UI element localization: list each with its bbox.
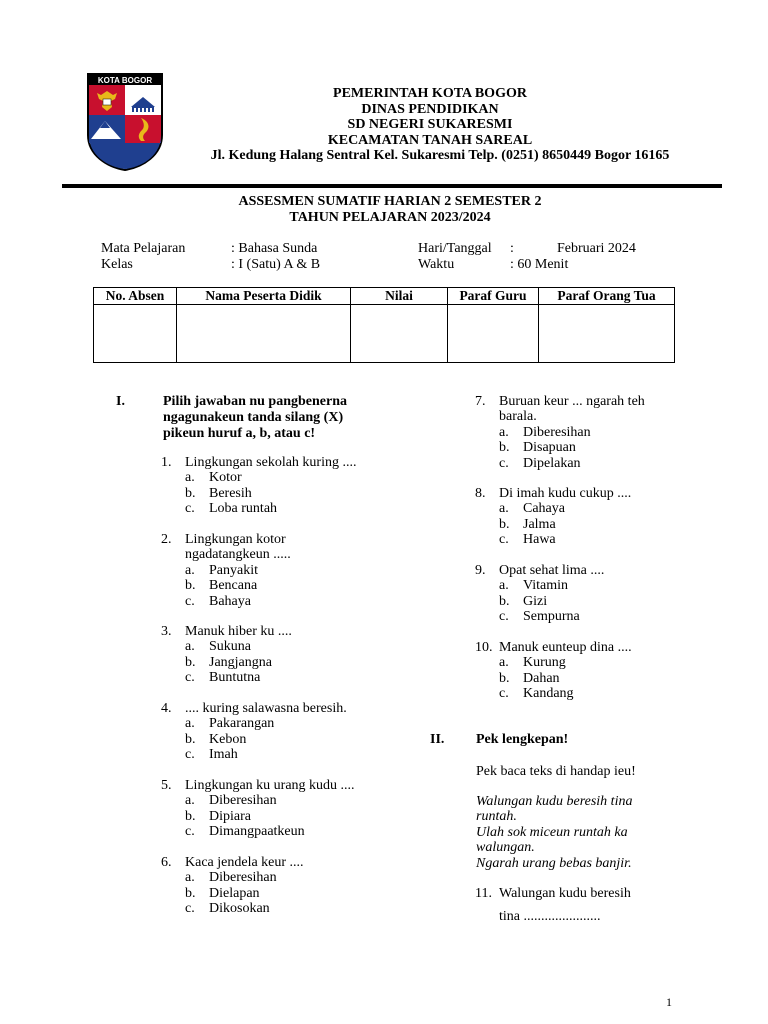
option-b[interactable]: b. Gizi: [499, 593, 548, 609]
cell-nama[interactable]: [177, 305, 351, 363]
header-school: SD NEGERI SUKARESMI: [347, 117, 513, 132]
question-number: 8.: [475, 486, 486, 501]
option-a[interactable]: a. Diberesihan: [185, 793, 277, 809]
question-3: [161, 624, 292, 686]
option-b[interactable]: b. Kebon: [185, 731, 247, 747]
subject-label: Mata Pelajaran: [101, 241, 186, 256]
section2-title: Pek lengkepan!: [476, 732, 569, 747]
date-colon: :: [510, 241, 514, 256]
question-number: 10.: [475, 640, 493, 655]
logo-caption: KOTA BOGOR: [97, 76, 153, 85]
cell-paraf-guru[interactable]: [448, 305, 539, 363]
question-number: 2.: [161, 532, 172, 547]
passage-line: runtah.: [476, 809, 517, 825]
col-nilai: Nilai: [351, 288, 448, 305]
score-table-header: [94, 288, 675, 305]
option-a[interactable]: a. Diberesihan: [499, 424, 591, 440]
date-value: Februari 2024: [557, 241, 636, 256]
option-b[interactable]: b. Beresih: [185, 485, 252, 501]
time-label: Waktu: [418, 257, 455, 272]
question-text: Manuk hiber ku ....: [185, 624, 292, 639]
option-c[interactable]: c. Kandang: [499, 686, 574, 702]
question-number: 6.: [161, 855, 172, 870]
reading-passage: [476, 794, 632, 871]
date-label: Hari/Tanggal: [418, 241, 492, 256]
col-nama: Nama Peserta Didik: [177, 288, 351, 305]
question-2: [161, 532, 291, 609]
section2-number: II.: [430, 732, 445, 747]
question-7: [475, 394, 645, 471]
passage-line: Walungan kudu beresih tina: [476, 794, 633, 809]
option-a[interactable]: a. Cahaya: [499, 501, 565, 517]
question-number: 3.: [161, 624, 172, 639]
cell-paraf-orang-tua[interactable]: [539, 305, 675, 363]
question-text: .... kuring salawasna beresih.: [185, 701, 347, 716]
question-number: 11.: [475, 886, 492, 901]
option-c[interactable]: c. Dimangpaatkeun: [185, 824, 305, 840]
section1-instruction-line: pikeun huruf a, b, atau c!: [163, 426, 316, 441]
header-divider: [62, 184, 722, 188]
question-text: ngadatangkeun .....: [185, 547, 291, 563]
option-a[interactable]: a. Kurung: [499, 655, 566, 671]
question-number: 9.: [475, 563, 486, 578]
question-text: Walungan kudu beresih: [499, 886, 631, 901]
option-c[interactable]: c. Loba runtah: [185, 501, 278, 517]
question-number: 1.: [161, 455, 172, 470]
question-text: Buruan keur ... ngarah teh: [499, 394, 645, 409]
question-6: [161, 855, 304, 917]
class-label: Kelas: [101, 257, 133, 272]
question-text: Lingkungan ku urang kudu ....: [185, 778, 355, 793]
option-a[interactable]: a. Kotor: [185, 470, 242, 486]
question-1: [161, 455, 356, 517]
question-text: Di imah kudu cukup ....: [499, 486, 632, 501]
exam-title: [90, 194, 690, 225]
question-9: [475, 563, 604, 625]
header-government: PEMERINTAH KOTA BOGOR: [333, 86, 527, 101]
option-b[interactable]: b. Jalma: [499, 516, 556, 532]
option-a[interactable]: a. Vitamin: [499, 578, 569, 594]
col-paraf-guru: Paraf Guru: [448, 288, 539, 305]
question-4: [161, 701, 347, 763]
cell-no-absen[interactable]: [94, 305, 177, 363]
section1-instruction-line: Pilih jawaban nu pangbenerna: [163, 394, 347, 409]
option-c[interactable]: c. Dikosokan: [185, 901, 270, 917]
question-text: Lingkungan kotor: [185, 532, 286, 547]
option-a[interactable]: a. Sukuna: [185, 639, 251, 655]
question-number: 4.: [161, 701, 172, 716]
question-text: Manuk eunteup dina ....: [499, 640, 632, 655]
cell-nilai[interactable]: [351, 305, 448, 363]
header-department: DINAS PENDIDIKAN: [361, 101, 499, 117]
option-c[interactable]: c. Bahaya: [185, 593, 251, 609]
question-number: 7.: [475, 394, 486, 409]
option-b[interactable]: b. Dipiara: [185, 808, 251, 824]
option-c[interactable]: c. Dipelakan: [499, 455, 581, 471]
school-letterhead: [170, 86, 690, 164]
score-table-row: [94, 305, 675, 363]
section1-instruction-line: ngagunakeun tanda silang (X): [163, 410, 344, 425]
question-11: [475, 886, 631, 925]
header-district: KECAMATAN TANAH SAREAL: [327, 132, 533, 148]
class-value: : I (Satu) A & B: [231, 257, 321, 272]
question-text: Kaca jendela keur ....: [185, 855, 304, 870]
question-5: [161, 778, 355, 840]
col-no-absen: No. Absen: [94, 288, 177, 305]
fill-in-blank[interactable]: tina ......................: [499, 909, 601, 925]
passage-line: walungan.: [476, 840, 535, 856]
option-a[interactable]: a. Pakarangan: [185, 716, 275, 732]
option-b[interactable]: b. Dahan: [499, 670, 560, 686]
option-b[interactable]: b. Bencana: [185, 578, 258, 594]
section1-number: I.: [116, 394, 125, 409]
option-c[interactable]: c. Hawa: [499, 532, 556, 548]
question-8: [475, 486, 631, 548]
option-c[interactable]: c. Imah: [185, 747, 238, 763]
col-paraf-orang-tua: Paraf Orang Tua: [539, 288, 675, 305]
question-text: Lingkungan sekolah kuring ....: [185, 455, 357, 470]
question-text: barala.: [499, 409, 537, 425]
option-b[interactable]: b. Jangjangna: [185, 654, 272, 670]
subject-value: : Bahasa Sunda: [231, 241, 318, 256]
exam-title-line2: TAHUN PELAJARAN 2023/2024: [289, 209, 491, 225]
option-b[interactable]: b. Dielapan: [185, 885, 260, 901]
option-a[interactable]: a. Panyakit: [185, 562, 258, 578]
question-10: [475, 640, 632, 702]
option-c[interactable]: c. Buntutna: [185, 670, 261, 686]
option-a[interactable]: a. Diberesihan: [185, 870, 277, 886]
passage-line: Ulah sok miceun runtah ka: [476, 824, 628, 840]
question-text: Opat sehat lima ....: [499, 563, 605, 578]
section1-instruction: [163, 394, 347, 442]
passage-line: Ngarah urang bebas banjir.: [476, 855, 632, 871]
question-number: 5.: [161, 778, 172, 793]
header-address: Jl. Kedung Halang Sentral Kel. Sukaresmi Telp. (0251) 8650449 Bogor 16165: [210, 148, 670, 163]
score-table: [93, 287, 675, 363]
page-number: 1: [666, 995, 672, 1009]
option-b[interactable]: b. Disapuan: [499, 440, 576, 456]
exam-title-line1: ASSESMEN SUMATIF HARIAN 2 SEMESTER 2: [238, 194, 542, 209]
time-value: : 60 Menit: [510, 257, 569, 272]
option-c[interactable]: c. Sempurna: [499, 609, 580, 625]
kota-bogor-logo: [87, 73, 163, 171]
section2-instruction: Pek baca teks di handap ieu!: [476, 764, 636, 779]
